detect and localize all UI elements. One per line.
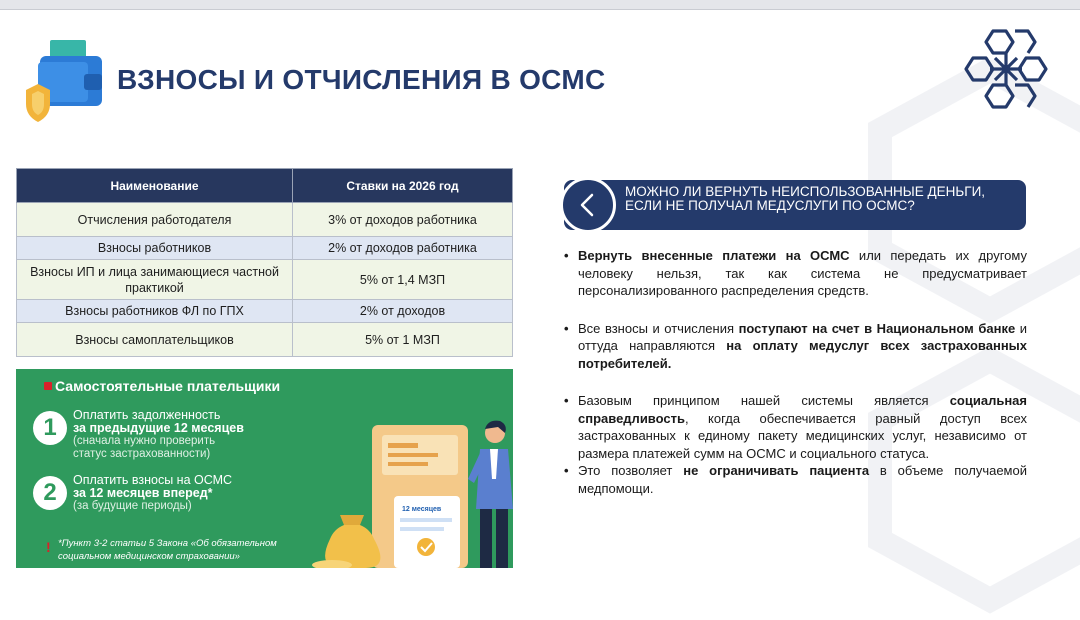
table-row [17, 323, 513, 357]
list-item [562, 462, 1027, 497]
step-number: 1 [33, 411, 67, 445]
table-row [17, 203, 513, 237]
step1-line2: за предыдущие 12 месяцев [73, 421, 244, 435]
step1-text [73, 409, 244, 461]
text: Все взносы и отчисления [578, 320, 739, 336]
bold-text: поступают на счет в Национальном банке [738, 320, 1016, 336]
text: и оттуда направляются [578, 320, 1028, 353]
text: , когда обеспечивается равный доступ всех застрахованных к единому пакету медицинских услуг, независимо от размера платежей сумм на ОСМС и социального статуса. [578, 410, 1027, 461]
row-rate: 5% от 1,4 МЗП [293, 260, 513, 300]
banner-heading: Самостоятельные плательщики [55, 378, 281, 394]
footnote [58, 537, 277, 563]
bold-text: социальная справедливость [578, 393, 1027, 426]
chevron-left-icon [563, 180, 613, 230]
table-row [17, 260, 513, 300]
table-row [17, 300, 513, 323]
bold-text: Вернуть внесенные платежи на ОСМС [578, 248, 850, 263]
list-item [562, 247, 1027, 300]
row-name: Взносы ИП и лица занимающиеся частной практикой [17, 260, 293, 300]
step-number: 2 [33, 476, 67, 510]
bold-text: не ограничивать пациента [683, 463, 870, 478]
bold-text: на оплату медуслуг всех застрахованных потребителей. [578, 338, 1028, 371]
row-rate: 2% от доходов [293, 300, 513, 323]
step2-text [73, 474, 232, 513]
footnote-line1: *Пункт 3-2 статьи 5 Закона «Об обязательном [58, 538, 277, 549]
step2-line2: за 12 месяцев вперед* [73, 486, 213, 500]
row-rate: 5% от 1 МЗП [293, 323, 513, 357]
step2-line1: Оплатить взносы на ОСМС [73, 473, 233, 487]
row-name: Взносы работников [17, 237, 293, 260]
step1-line4: статус застрахованности) [73, 448, 211, 460]
table-row [17, 237, 513, 260]
text: Это позволяет [578, 463, 684, 478]
footnote-line2: социальном медицинском страховании» [58, 551, 240, 562]
rates-table [16, 168, 513, 357]
list-item [562, 320, 1027, 373]
back-button[interactable] [560, 177, 616, 233]
table-header-rate: Ставки на 2026 год [293, 169, 513, 203]
row-name: Отчисления работодателя [17, 203, 293, 237]
text: или передать их другому человеку нельзя, так как система не предусматривает персонализированного распределения средств. [578, 248, 1027, 298]
page-title: ВЗНОСЫ И ОТЧИСЛЕНИЯ В ОСМС [117, 64, 606, 95]
text: в объеме получаемой медпомощи. [578, 463, 1027, 496]
answer-list [562, 247, 1027, 497]
list-item [562, 392, 1027, 462]
step1-line3: (сначала нужно проверить [73, 435, 216, 447]
wallet-icon [24, 40, 104, 122]
self-payers-banner [16, 369, 513, 568]
card-label: 12 месяцев [402, 506, 442, 513]
row-name: Взносы самоплательщиков [17, 323, 293, 357]
step1-line1: Оплатить задолженность [73, 408, 221, 422]
step2-line3: (за будущие периоды) [73, 500, 192, 512]
row-name: Взносы работников ФЛ по ГПХ [17, 300, 293, 323]
row-rate: 3% от доходов работника [293, 203, 513, 237]
question-text: МОЖНО ЛИ ВЕРНУТЬ НЕИСПОЛЬЗОВАННЫЕ ДЕНЬГИ, ЕСЛИ НЕ ПОЛУЧАЛ МЕДУСЛУГИ ПО ОСМС? [625, 184, 986, 213]
row-rate: 2% от доходов работника [293, 237, 513, 260]
table-header-name: Наименование [17, 169, 293, 203]
window-top-bar [0, 0, 1080, 10]
text: Базовым принципом нашей системы является [578, 393, 950, 408]
fund-logo-icon [963, 28, 1049, 110]
footnote-mark: ! [46, 539, 51, 555]
payment-illustration [312, 419, 513, 568]
